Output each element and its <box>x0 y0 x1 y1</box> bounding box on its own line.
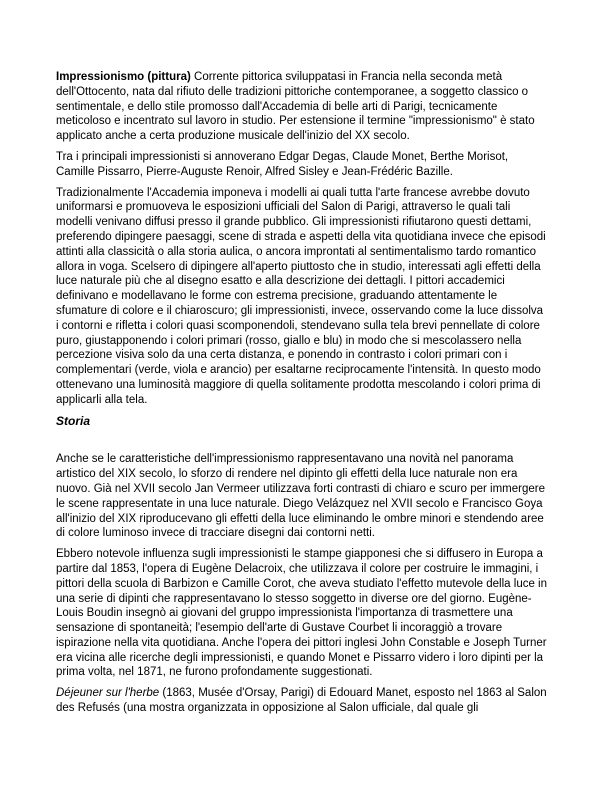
intro-term: Impressionismo (pittura) <box>56 71 191 83</box>
paragraph-accademia: Tradizionalmente l'Accademia imponeva i modelli ai quali tutta l'arte francese avrebbe dovuto uniformarsi e promuoveva le esposizioni ufficiali del Salon di Parigi, attraverso le quali tali modelli venivano diffusi presso il grande pubblico. Gli impressionisti rifiutarono questi dettami, preferendo dipingere paesaggi, scene di strada e aspetti della vita quotidiana invece che episodi attinti alla classicità o alla storia aulica, o ancora improntati al sentimentalismo tardo romantico allora in voga. Scelsero di dipingere all'aperto piuttosto che in studio, interessati agli effetti della luce naturale più che al disegno esatto e alla descrizione dei dettagli. I pittori accademici definivano e modellavano le forme con estrema precisione, graduando attentamente le sfumature di colore e il chiaroscuro; gli impressionisti, invece, osservando come la luce dissolva i contorni e rifletta i colori quasi scomponendoli, stendevano sulla tela brevi pennellate di colore puro, giustapponendo i colori primari (rosso, giallo e blu) in modo che si mescolassero nella percezione visiva solo da una certa distanza, e ponendo in contrasto i colori primari con i complementari (verde, viola e arancio) per esaltarne reciprocamente l'intensità. In questo modo ottenevano una luminosità maggiore di quella solitamente prodotta mescolando i colori prima di applicarli alla tela. <box>56 186 546 406</box>
section-heading-storia: Storia <box>56 413 91 428</box>
artwork-title: Déjeuner sur l'herbe <box>56 687 160 700</box>
document-page <box>56 70 548 722</box>
intro-text: Corrente pittorica sviluppatasi in Francia nella seconda metà dell'Ottocento, nata dal rifiuto delle tradizioni pittoriche contemporanee, a soggetto classico o sentimentale, e dello stile promosso dall'Accademia di belle arti di Parigi, tecnicamente meticoloso e incentrato sul lavoro in studio. Per estensione il termine "impressionismo" è stato applicato anche a certa produzione musicale dell'inizio del XX secolo. <box>56 71 535 143</box>
paragraph-impressionisti: Tra i principali impressionisti si annoverano Edgar Degas, Claude Monet, Berthe Morisot, Camille Pissarro, Pierre-Auguste Renoir, Alfred Sisley e Jean-Frédéric Bazille. <box>56 150 509 178</box>
paragraph-dejeuner <box>56 686 548 716</box>
intro-paragraph <box>56 70 548 144</box>
spacer <box>56 428 548 452</box>
paragraph-storia-1: Anche se le caratteristiche dell'impressionismo rappresentavano una novità nel panorama artistico del XIX secolo, lo sforzo di rendere nel dipinto gli effetti della luce naturale non era nuovo. Già nel XVII secolo Jan Vermeer utilizzava forti contrasti di chiaro e scuro per immergere le scene rappresentate in una luce naturale. Diego Velázquez nel XVII secolo e Francisco Goya all'inizio del XIX riproducevano gli effetti della luce eliminando le ombre minori e stendendo aree di colore luminoso invece di tracciare disegni dai contorni netti. <box>56 453 545 540</box>
paragraph-storia-2: Ebbero notevole influenza sugli impressionisti le stampe giapponesi che si diffusero in Europa a partire dal 1853, l'opera di Eugène Delacroix, che utilizzava il colore per costruire le immagini, i pittori della scuola di Barbizon e Camille Corot, che aveva studiato l'effetto mutevole della luce in una serie di dipinti che rappresentavano lo stesso soggetto in diverse ore del giorno. Eugène-Louis Boudin insegnò ai giovani del gruppo impressionista l'importanza di trasmettere una sensazione di spontaneità; l'esempio dell'arte di Gustave Courbet li incoraggiò a trovare ispirazione nella vita quotidiana. Anche l'opera dei pittori inglesi John Constable e Joseph Turner era vicina alle ricerche degli impressionisti, e quando Monet e Pissarro videro i loro dipinti per la prima volta, nel 1871, ne furono profondamente suggestionati. <box>56 548 548 679</box>
artwork-text: (1863, Musée d'Orsay, Parigi) di Edouard Manet, esposto nel 1863 al Salon des Refusés (una mostra organizzata in opposizione al Salon ufficiale, dal quale gli <box>56 687 547 715</box>
